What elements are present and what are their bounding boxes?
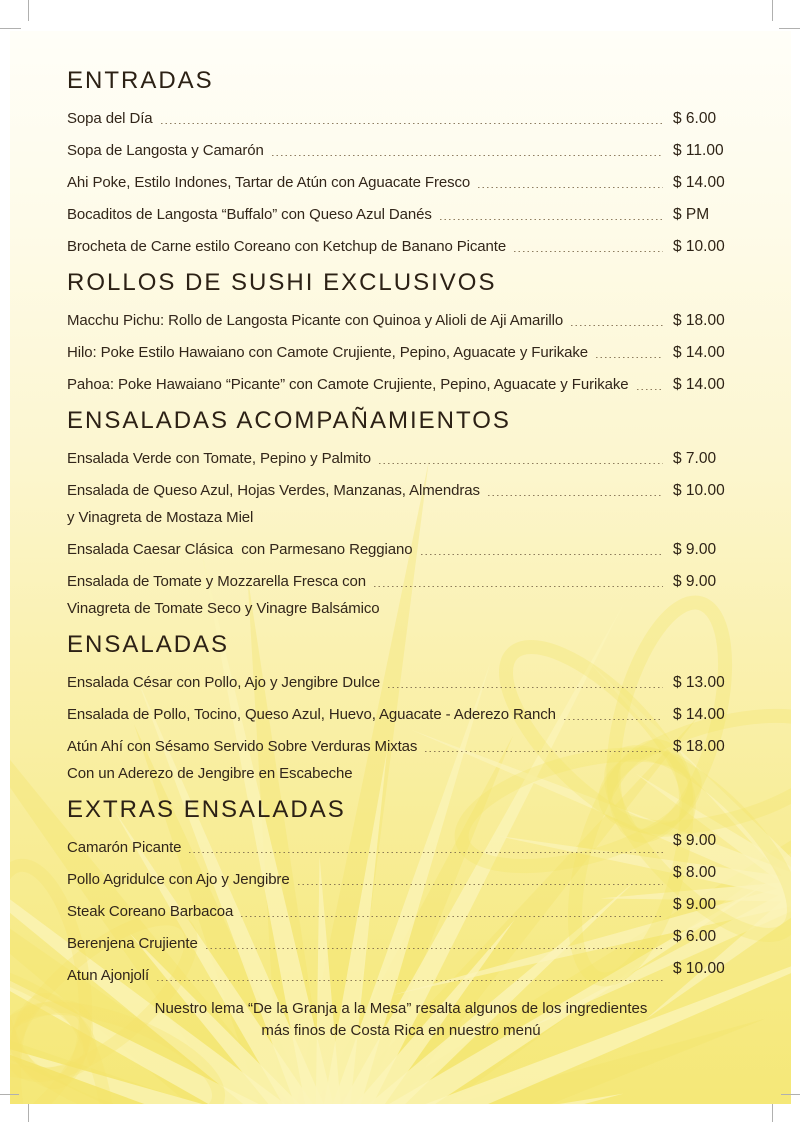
menu-item-row bbox=[67, 173, 735, 193]
menu-item bbox=[67, 928, 735, 954]
crop-mark-bottom-right-vertical bbox=[772, 1104, 773, 1122]
menu-item-row bbox=[67, 311, 735, 331]
menu-item bbox=[67, 449, 735, 469]
dotted-leader bbox=[157, 980, 663, 981]
item-name: Pahoa: Poke Hawaiano “Picante” con Camote Crujiente, Pepino, Aguacate y Furikake bbox=[67, 376, 629, 393]
menu-item-row bbox=[67, 832, 735, 858]
item-price: $ 10.00 bbox=[673, 960, 725, 977]
menu-item-row bbox=[67, 928, 735, 954]
item-name: Atún Ahí con Sésamo Servido Sobre Verduras Mixtas bbox=[67, 738, 418, 755]
menu-item-row bbox=[67, 896, 735, 922]
dotted-leader bbox=[478, 187, 663, 188]
item-name-line2: Vinagreta de Tomate Seco y Vinagre Balsámico bbox=[67, 600, 380, 617]
menu-page bbox=[10, 31, 791, 1104]
item-name: Atun Ajonjolí bbox=[67, 967, 150, 984]
menu-item-row bbox=[67, 141, 735, 161]
menu-section bbox=[67, 67, 735, 257]
dotted-leader bbox=[272, 155, 663, 156]
dotted-leader bbox=[488, 495, 663, 496]
item-price: $ 11.00 bbox=[673, 142, 724, 159]
dotted-leader bbox=[637, 389, 664, 390]
item-name: Brocheta de Carne estilo Coreano con Ketchup de Banano Picante bbox=[67, 238, 507, 255]
menu-section bbox=[67, 631, 735, 784]
dotted-leader bbox=[298, 884, 663, 885]
item-name: Ensalada César con Pollo, Ajo y Jengibre Dulce bbox=[67, 674, 381, 691]
menu-item-row bbox=[67, 960, 735, 986]
menu-item-row bbox=[67, 449, 735, 469]
menu-sections bbox=[67, 67, 735, 986]
item-price: $ 14.00 bbox=[673, 376, 725, 393]
menu-item-row bbox=[67, 705, 735, 725]
item-price: $ 9.00 bbox=[673, 832, 717, 849]
menu-section bbox=[67, 269, 735, 395]
menu-section bbox=[67, 796, 735, 986]
item-name: Sopa de Langosta y Camarón bbox=[67, 142, 264, 159]
dotted-leader bbox=[421, 554, 663, 555]
menu-item-row bbox=[67, 109, 735, 129]
menu-item bbox=[67, 705, 735, 725]
menu-item bbox=[67, 572, 735, 619]
menu-item-row bbox=[67, 481, 735, 501]
item-price: $ 7.00 bbox=[673, 450, 717, 467]
crop-mark-top-left-vertical bbox=[28, 0, 29, 21]
menu-item bbox=[67, 205, 735, 225]
menu-section bbox=[67, 407, 735, 619]
menu-item-row bbox=[67, 343, 735, 363]
section-title: ENTRADAS bbox=[67, 67, 214, 94]
menu-item bbox=[67, 737, 735, 784]
item-price: $ 14.00 bbox=[673, 706, 725, 723]
section-title: ROLLOS DE SUSHI EXCLUSIVOS bbox=[67, 269, 497, 296]
item-name: Ensalada Caesar Clásica con Parmesano Reggiano bbox=[67, 541, 413, 558]
menu-item bbox=[67, 896, 735, 922]
item-name: Sopa del Día bbox=[67, 110, 153, 127]
section-title: ENSALADAS bbox=[67, 631, 230, 658]
item-name: Ahi Poke, Estilo Indones, Tartar de Atún con Aguacate Fresco bbox=[67, 174, 471, 191]
menu-item bbox=[67, 141, 735, 161]
dotted-leader bbox=[571, 325, 663, 326]
crop-mark-top-right-horizontal bbox=[779, 28, 800, 29]
item-price: $ 14.00 bbox=[673, 174, 725, 191]
dotted-leader bbox=[241, 916, 663, 917]
menu-item-row bbox=[67, 205, 735, 225]
item-name: Berenjena Crujiente bbox=[67, 935, 198, 952]
item-price: $ 8.00 bbox=[673, 864, 717, 881]
menu-item-row bbox=[67, 375, 735, 395]
crop-mark-bottom-left-vertical bbox=[28, 1104, 29, 1122]
crop-mark-top-right-vertical bbox=[772, 0, 773, 21]
menu-content bbox=[10, 31, 791, 1042]
menu-item bbox=[67, 481, 735, 528]
menu-item-row bbox=[67, 237, 735, 257]
crop-mark-bottom-left-horizontal bbox=[0, 1094, 19, 1095]
item-name: Ensalada Verde con Tomate, Pepino y Palmito bbox=[67, 450, 371, 467]
item-name: Hilo: Poke Estilo Hawaiano con Camote Crujiente, Pepino, Aguacate y Furikake bbox=[67, 344, 589, 361]
menu-item bbox=[67, 375, 735, 395]
item-price: $ 14.00 bbox=[673, 344, 725, 361]
item-name: Steak Coreano Barbacoa bbox=[67, 903, 234, 920]
dotted-leader bbox=[206, 948, 663, 949]
section-title: EXTRAS ENSALADAS bbox=[67, 796, 346, 823]
dotted-leader bbox=[564, 719, 663, 720]
dotted-leader bbox=[374, 586, 663, 587]
menu-item bbox=[67, 311, 735, 331]
item-price: $ 6.00 bbox=[673, 110, 717, 127]
menu-item-row bbox=[67, 572, 735, 592]
menu-item-row bbox=[67, 540, 735, 560]
menu-item-row bbox=[67, 864, 735, 890]
menu-item bbox=[67, 343, 735, 363]
item-price: $ 18.00 bbox=[673, 312, 725, 329]
footer-note bbox=[67, 998, 735, 1042]
item-price: $ 9.00 bbox=[673, 573, 717, 590]
menu-item-row bbox=[67, 737, 735, 757]
menu-item bbox=[67, 237, 735, 257]
dotted-leader bbox=[379, 463, 663, 464]
menu-item bbox=[67, 173, 735, 193]
dotted-leader bbox=[161, 123, 663, 124]
crop-mark-top-left-horizontal bbox=[0, 28, 21, 29]
item-name: Camarón Picante bbox=[67, 839, 182, 856]
crop-mark-bottom-right-horizontal bbox=[781, 1094, 800, 1095]
item-price: $ 9.00 bbox=[673, 541, 717, 558]
item-name: Ensalada de Queso Azul, Hojas Verdes, Manzanas, Almendras bbox=[67, 482, 480, 499]
footer-line-2: más finos de Costa Rica en nuestro menú bbox=[261, 1022, 541, 1039]
item-price: $ PM bbox=[673, 206, 710, 223]
menu-item-row bbox=[67, 673, 735, 693]
item-price: $ 18.00 bbox=[673, 738, 725, 755]
item-price: $ 9.00 bbox=[673, 896, 717, 913]
menu-item bbox=[67, 540, 735, 560]
item-name: Ensalada de Tomate y Mozzarella Fresca con bbox=[67, 573, 367, 590]
dotted-leader bbox=[514, 251, 663, 252]
item-price: $ 6.00 bbox=[673, 928, 717, 945]
dotted-leader bbox=[189, 852, 663, 853]
item-name: Bocaditos de Langosta “Buffalo” con Queso Azul Danés bbox=[67, 206, 432, 223]
dotted-leader bbox=[440, 219, 663, 220]
item-price: $ 10.00 bbox=[673, 482, 725, 499]
menu-item bbox=[67, 960, 735, 986]
item-name: Ensalada de Pollo, Tocino, Queso Azul, Huevo, Aguacate - Aderezo Ranch bbox=[67, 706, 556, 723]
item-name: Macchu Pichu: Rollo de Langosta Picante con Quinoa y Alioli de Aji Amarillo bbox=[67, 312, 564, 329]
item-name-line2: Con un Aderezo de Jengibre en Escabeche bbox=[67, 765, 353, 782]
menu-item bbox=[67, 832, 735, 858]
section-title: ENSALADAS ACOMPAÑAMIENTOS bbox=[67, 407, 511, 434]
dotted-leader bbox=[388, 687, 663, 688]
dotted-leader bbox=[596, 357, 663, 358]
item-price: $ 13.00 bbox=[673, 674, 725, 691]
dotted-leader bbox=[425, 751, 663, 752]
item-price: $ 10.00 bbox=[673, 238, 725, 255]
item-name-line2: y Vinagreta de Mostaza Miel bbox=[67, 509, 254, 526]
menu-item bbox=[67, 673, 735, 693]
footer-line-1: Nuestro lema “De la Granja a la Mesa” resalta algunos de los ingredientes bbox=[154, 1000, 648, 1017]
menu-item bbox=[67, 864, 735, 890]
item-name: Pollo Agridulce con Ajo y Jengibre bbox=[67, 871, 290, 888]
menu-item bbox=[67, 109, 735, 129]
